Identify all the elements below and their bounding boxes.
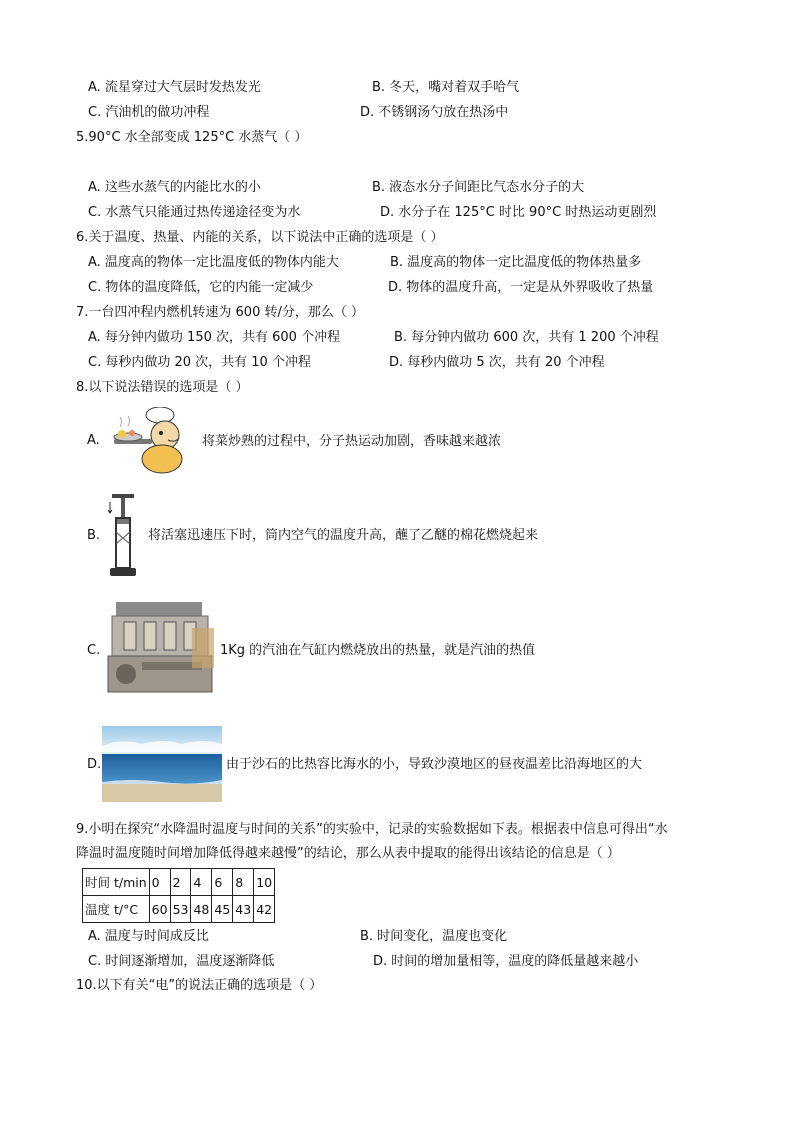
q4-option-c: C. 汽油机的做功冲程 xyxy=(88,105,210,120)
q8-option-b-label: B. xyxy=(87,528,101,543)
table-cell: 60 xyxy=(149,896,170,923)
table-cell: 4 xyxy=(191,869,212,896)
q9-option-a: A. 温度与时间成反比 xyxy=(88,929,209,944)
q10-stem: 10.以下有关“电”的说法正确的选项是（ ） xyxy=(76,978,323,993)
table-cell: 45 xyxy=(212,896,233,923)
table-row-label: 时间 t/min xyxy=(83,869,150,896)
table-cell: 42 xyxy=(254,896,275,923)
q5-option-c: C. 水蒸气只能通过热传递途径变为水 xyxy=(88,205,301,220)
q9-stem-line1: 9.小明在探究“水降温时温度与时间的关系”的实验中，记录的实验数据如下表。根据表中信息可得出“水 xyxy=(76,822,668,837)
q9-stem-line2: 降温时温度随时间增加降低得越来越慢”的结论，那么从表中提取的能得出该结论的信息是（ ） xyxy=(76,846,620,861)
q8-option-d-text: 由于沙石的比热容比海水的小，导致沙漠地区的昼夜温差比沿海地区的大 xyxy=(226,757,643,772)
q8-option-c-label: C. xyxy=(87,643,101,658)
q8-option-a-text: 将菜炒熟的过程中，分子热运动加剧，香味越来越浓 xyxy=(202,434,502,449)
q8-option-d-label: D. xyxy=(87,757,102,772)
q8-stem: 8.以下说法错误的选项是（ ） xyxy=(76,380,249,395)
beach-sea-image xyxy=(102,726,222,802)
q7-option-c: C. 每秒内做功 20 次，共有 10 个冲程 xyxy=(88,355,311,370)
q8-option-c-text: 1Kg 的汽油在气缸内燃烧放出的热量，就是汽油的热值 xyxy=(220,643,536,658)
q6-stem: 6.关于温度、热量、内能的关系，以下说法中正确的选项是（ ） xyxy=(76,230,444,245)
table-cell: 6 xyxy=(212,869,233,896)
table-cell: 2 xyxy=(170,869,191,896)
q5-option-a: A. 这些水蒸气的内能比水的小 xyxy=(88,180,261,195)
table-row-label: 温度 t/°C xyxy=(83,896,150,923)
table-row xyxy=(83,896,275,923)
table-cell: 48 xyxy=(191,896,212,923)
q5-stem: 5.90°C 水全部变成 125°C 水蒸气（ ） xyxy=(76,130,308,145)
q7-stem: 7.一台四冲程内燃机转速为 600 转/分，那么（ ） xyxy=(76,305,364,320)
table-cell: 8 xyxy=(233,869,254,896)
q6-option-d: D. 物体的温度升高，一定是从外界吸收了热量 xyxy=(388,280,654,295)
q4-option-b: B. 冬天，嘴对着双手哈气 xyxy=(372,80,520,95)
q9-option-d: D. 时间的增加量相等，温度的降低量越来越小 xyxy=(373,954,639,969)
q9-option-c: C. 时间逐渐增加，温度逐渐降低 xyxy=(88,954,275,969)
table-cell: 43 xyxy=(233,896,254,923)
table-cell: 10 xyxy=(254,869,275,896)
temperature-time-table xyxy=(82,868,275,923)
q4-option-a: A. 流星穿过大气层时发热发光 xyxy=(88,80,261,95)
q6-option-c: C. 物体的温度降低，它的内能一定减少 xyxy=(88,280,314,295)
q5-option-b: B. 液态水分子间距比气态水分子的大 xyxy=(372,180,585,195)
table-cell: 53 xyxy=(170,896,191,923)
table-cell: 0 xyxy=(149,869,170,896)
piston-cylinder-image xyxy=(102,492,144,580)
q9-option-b: B. 时间变化，温度也变化 xyxy=(360,929,508,944)
q8-option-a-label: A. xyxy=(87,433,100,448)
table-row xyxy=(83,869,275,896)
q5-option-d: D. 水分子在 125°C 时比 90°C 时热运动更剧烈 xyxy=(380,205,657,220)
q6-option-b: B. 温度高的物体一定比温度低的物体热量多 xyxy=(390,255,642,270)
engine-cutaway-image xyxy=(102,598,218,700)
q7-option-b: B. 每分钟内做功 600 次，共有 1 200 个冲程 xyxy=(394,330,659,345)
q7-option-d: D. 每秒内做功 5 次，共有 20 个冲程 xyxy=(389,355,605,370)
q8-option-b-text: 将活塞迅速压下时，筒内空气的温度升高，蘸了乙醚的棉花燃烧起来 xyxy=(148,528,539,543)
q7-option-a: A. 每分钟内做功 150 次，共有 600 个冲程 xyxy=(88,330,341,345)
chef-cooking-image xyxy=(100,407,196,475)
q4-option-d: D. 不锈钢汤勺放在热汤中 xyxy=(360,105,509,120)
q6-option-a: A. 温度高的物体一定比温度低的物体内能大 xyxy=(88,255,339,270)
